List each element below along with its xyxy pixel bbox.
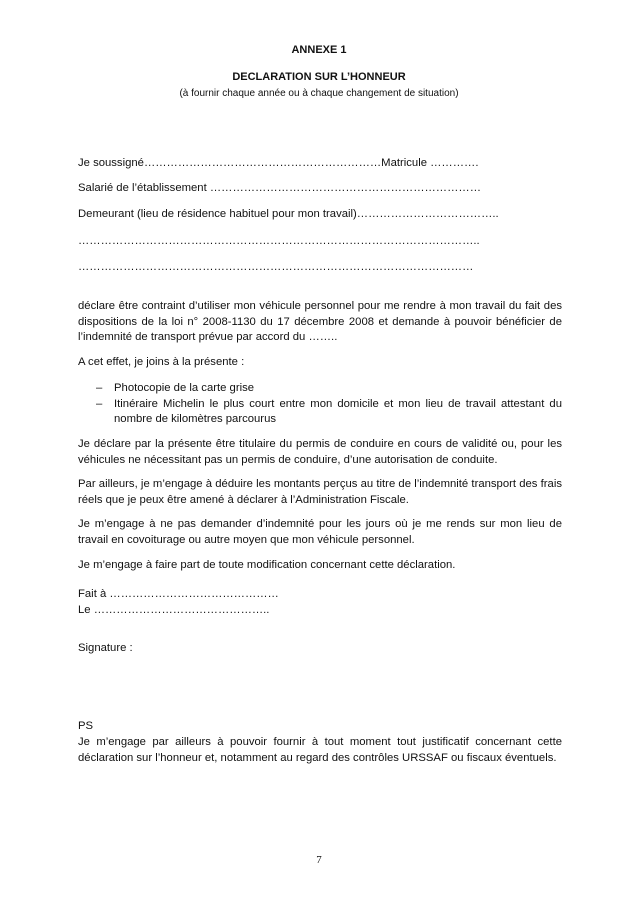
attachments-intro: A cet effet, je joins à la présente : bbox=[78, 356, 245, 368]
demeurant-field: Demeurant (lieu de résidence habituel pour mon travail)……………………………….. bbox=[78, 208, 499, 220]
list-dash: – bbox=[96, 397, 103, 410]
list-item bbox=[78, 397, 562, 428]
list-item-text: Itinéraire Michelin le plus court entre mon domicile et mon lieu de travail attestant du nombre de kilomètres parcourus bbox=[114, 397, 562, 426]
fait-a-field: Fait à ……………………………………… bbox=[78, 588, 279, 600]
attachments-list bbox=[78, 381, 562, 428]
address-line-2: …………………………………………………………………………………………… bbox=[78, 261, 474, 273]
permis-paragraph: Je déclare par la présente être titulaire du permis de conduire en cours de validité ou, pour les véhicules ne nécessitant pas un permis de conduire, d’une autorisation de conduite. bbox=[78, 438, 562, 466]
modification-paragraph: Je m’engage à faire part de toute modification concernant cette déclaration. bbox=[78, 559, 456, 571]
date-field: Le ……………………………………….. bbox=[78, 604, 270, 616]
soussigne-field: Je soussigné………………………………………………………Matricule …………. bbox=[78, 157, 479, 169]
etablissement-field: Salarié de l’établissement ……………………………………………………………… bbox=[78, 182, 481, 194]
list-item-text: Photocopie de la carte grise bbox=[114, 382, 255, 394]
document-title: DECLARATION SUR L’HONNEUR bbox=[232, 71, 406, 83]
list-item bbox=[78, 381, 562, 397]
ps-label: PS bbox=[78, 720, 94, 732]
address-line-1: …………………………………………………………………………………………….. bbox=[78, 235, 480, 247]
fiscal-paragraph: Par ailleurs, je m’engage à déduire les montants perçus au titre de l’indemnité transport des frais réels que je peux être amené à déclarer à l’Administration Fiscale. bbox=[78, 478, 562, 506]
list-dash: – bbox=[96, 382, 103, 394]
annexe-label: ANNEXE 1 bbox=[291, 44, 347, 56]
signature-label: Signature : bbox=[78, 642, 133, 654]
document-subtitle: (à fournir chaque année ou à chaque changement de situation) bbox=[179, 88, 459, 99]
ps-paragraph: Je m’engage par ailleurs à pouvoir fournir à tout moment tout justificatif concernant cette déclaration sur l’honneur et, notamment au regard des contrôles URSSAF ou fiscaux éventuels. bbox=[78, 736, 562, 764]
covoiturage-paragraph: Je m’engage à ne pas demander d’indemnité pour les jours où je me rends sur mon lieu de travail en covoiturage ou autre moyen que mon véhicule personnel. bbox=[78, 518, 562, 546]
declaration-paragraph: déclare être contraint d’utiliser mon véhicule personnel pour me rendre à mon travail du fait des dispositions de la loi n° 2008-1130 du 17 décembre 2008 et demande à pouvoir bénéficier de l’indemnité de transport prévue par accord du …….. bbox=[78, 300, 562, 344]
page-number: 7 bbox=[316, 854, 322, 866]
